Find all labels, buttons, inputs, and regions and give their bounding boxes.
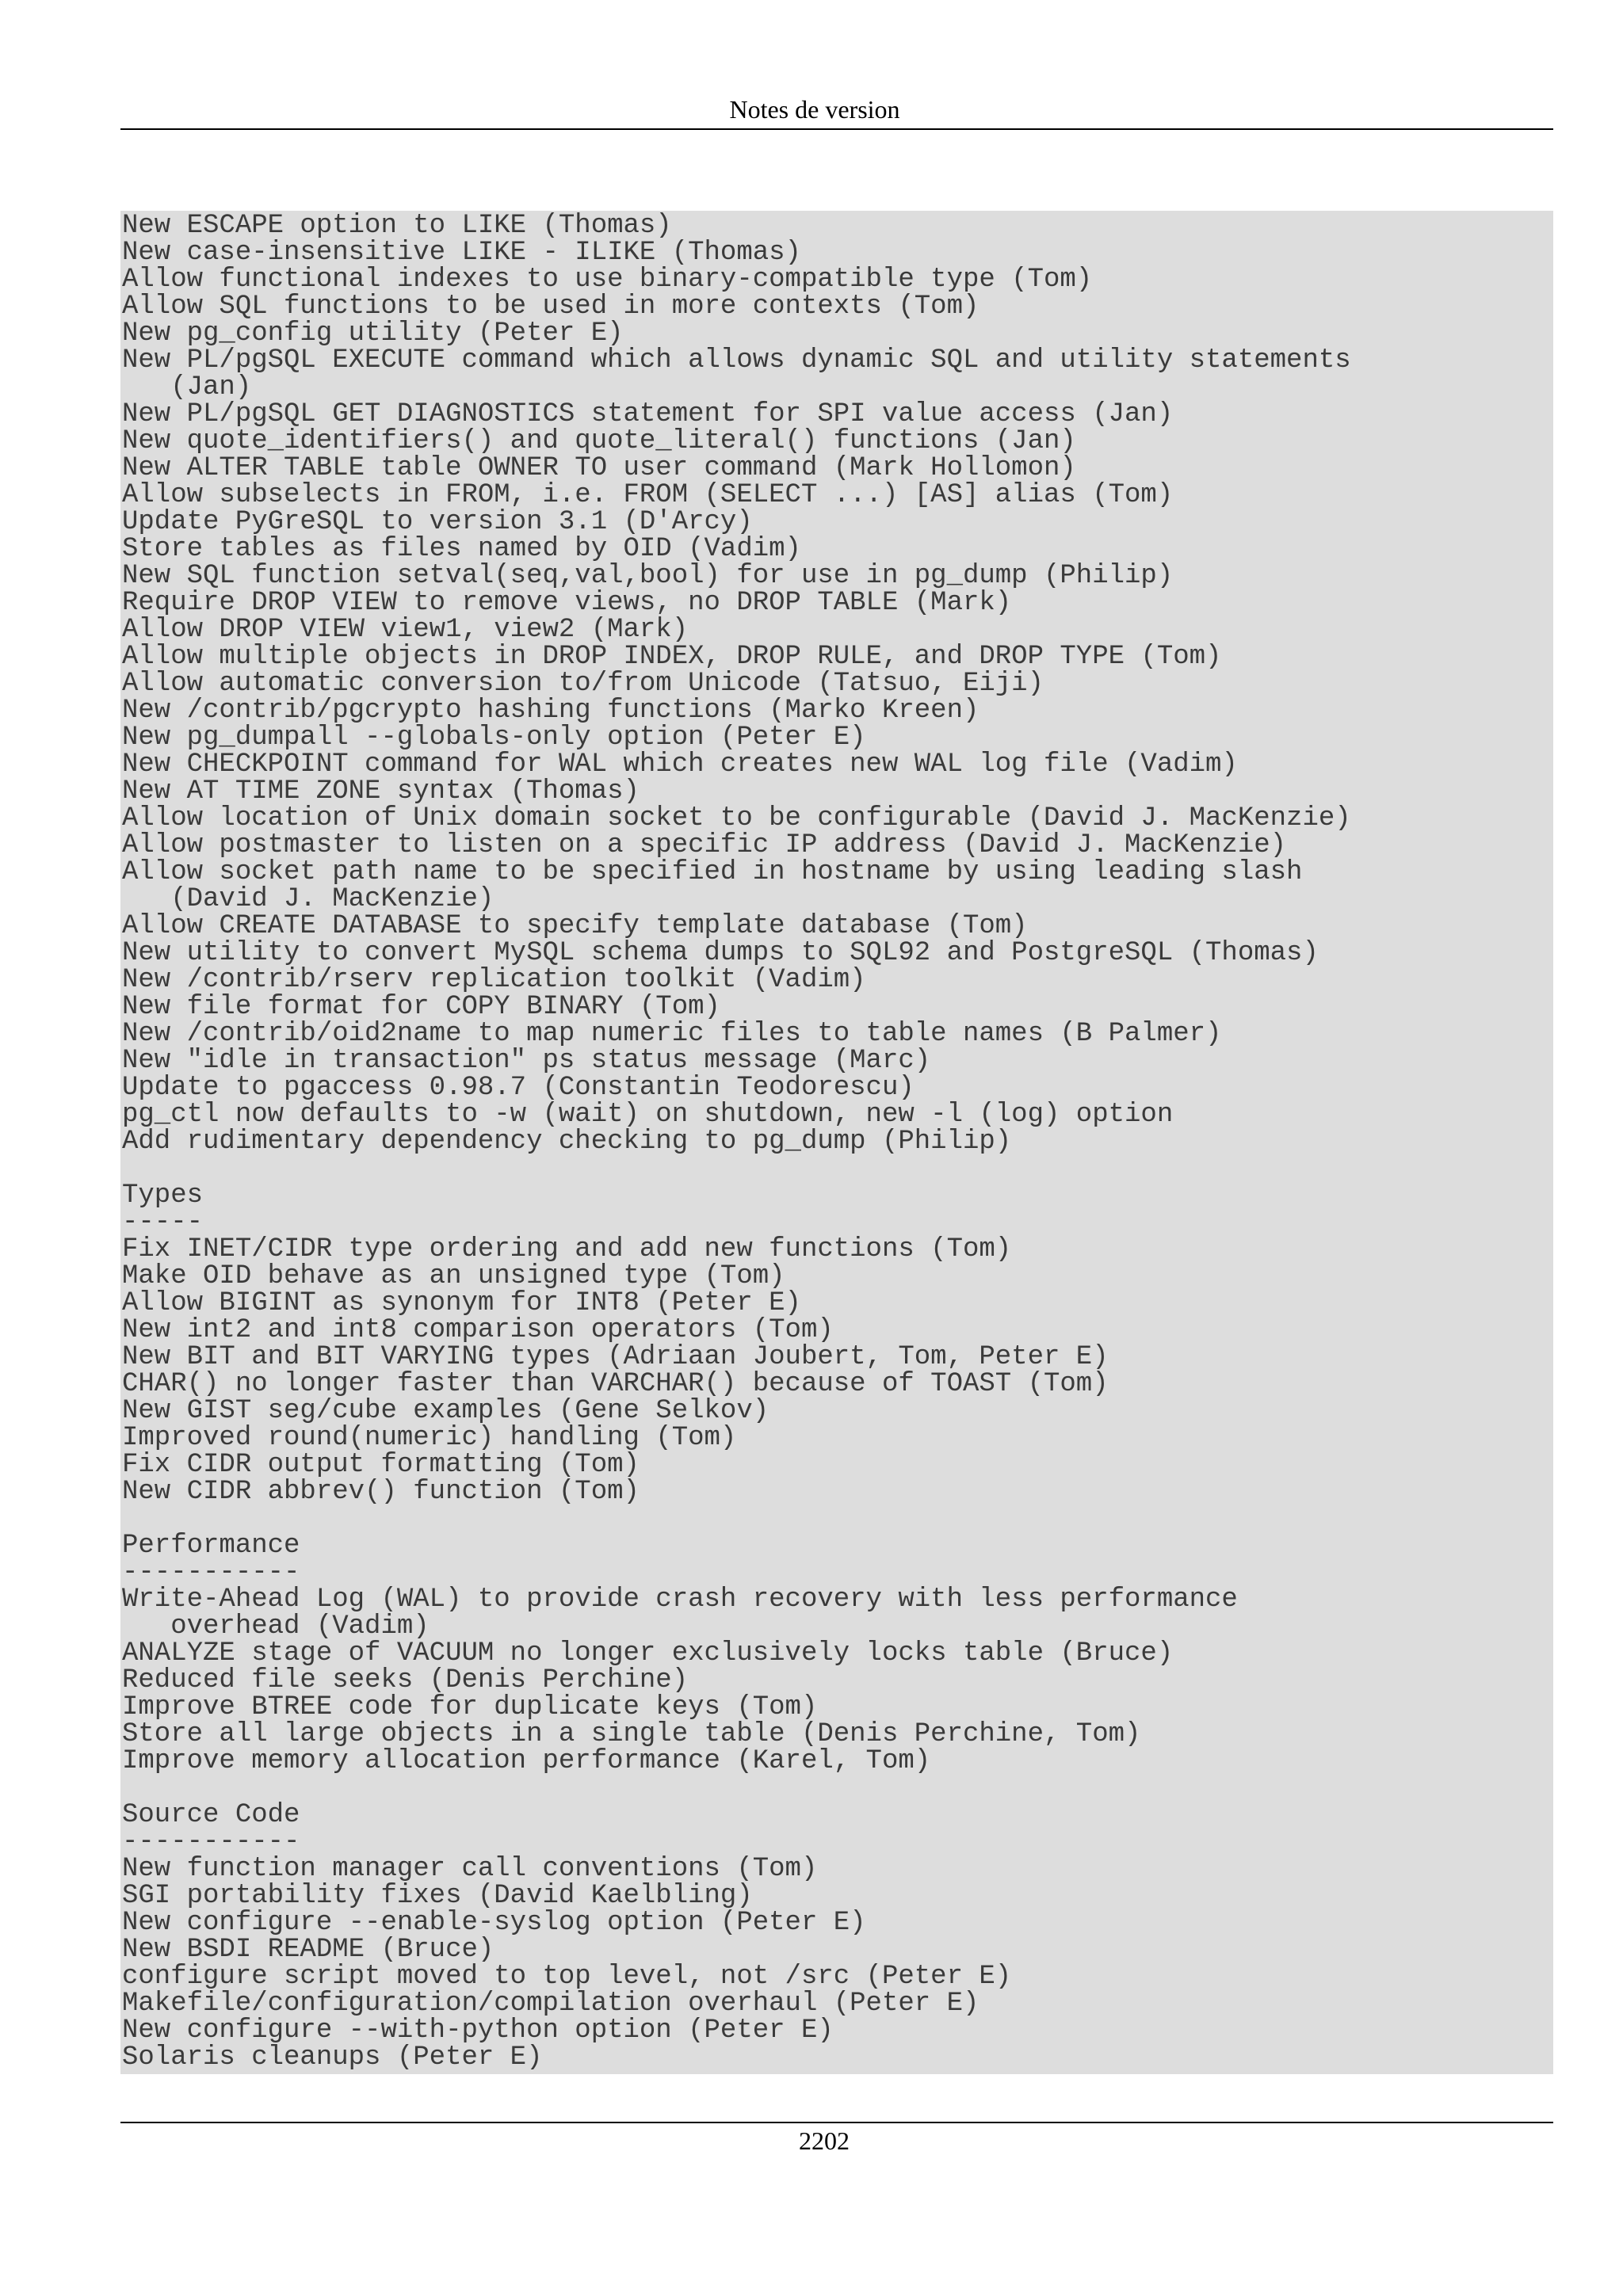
code-line: Improve BTREE code for duplicate keys (Tom) [122,1692,818,1722]
code-line: New "idle in transaction" ps status message (Marc) [122,1046,931,1076]
code-line: (David J. MacKenzie) [122,884,495,914]
code-line: Add rudimentary dependency checking to pg_dump (Philip) [122,1127,1012,1157]
code-line: New AT TIME ZONE syntax (Thomas) [122,776,640,807]
code-line: Update to pgaccess 0.98.7 (Constantin Teodorescu) [122,1073,915,1103]
code-line: New PL/pgSQL GET DIAGNOSTICS statement for SPI value access (Jan) [122,399,1174,429]
code-line: New CIDR abbrev() function (Tom) [122,1477,640,1507]
code-line: New /contrib/oid2name to map numeric files to table names (B Palmer) [122,1019,1222,1049]
code-line: Write-Ahead Log (WAL) to provide crash recovery with less performance [122,1585,1238,1615]
code-line: New configure --enable-syslog option (Peter E) [122,1908,866,1938]
code-line [122,1775,1553,1802]
code-line: Source Code [122,1800,300,1830]
code-line: Store tables as files named by OID (Vadim) [122,534,801,564]
code-line: overhead (Vadim) [122,1611,430,1642]
code-line: Allow CREATE DATABASE to specify template database (Tom) [122,911,1028,941]
code-line: Allow SQL functions to be used in more contexts (Tom) [122,292,980,322]
code-line: Allow subselects in FROM, i.e. FROM (SELECT ...) [AS] alias (Tom) [122,480,1174,510]
page-header-title: Notes de version [729,95,900,124]
code-line: pg_ctl now defaults to -w (wait) on shutdown, new -l (log) option [122,1100,1174,1130]
code-line: CHAR() no longer faster than VARCHAR() because of TOAST (Tom) [122,1369,1109,1399]
code-line: ----- [122,1207,204,1238]
code-line: SGI portability fixes (David Kaelbling) [122,1881,753,1911]
code-line: Allow functional indexes to use binary-compatible type (Tom) [122,265,1093,295]
code-line: New /contrib/rserv replication toolkit (Vadim) [122,965,866,995]
code-line: Improved round(numeric) handling (Tom) [122,1423,737,1453]
code-line: New ESCAPE option to LIKE (Thomas) [122,211,672,241]
code-line: Reduced file seeks (Denis Perchine) [122,1665,689,1695]
code-line: New CHECKPOINT command for WAL which creates new WAL log file (Vadim) [122,749,1238,780]
page-number: 2202 [799,2126,850,2155]
code-line: Require DROP VIEW to remove views, no DROP TABLE (Mark) [122,588,1012,618]
code-line [122,1155,1553,1182]
code-line: Allow DROP VIEW view1, view2 (Mark) [122,615,689,645]
code-line: New quote_identifiers() and quote_literal() functions (Jan) [122,426,1076,456]
code-line: New file format for COPY BINARY (Tom) [122,992,720,1022]
header-rule [120,128,1553,130]
code-line: Allow BIGINT as synonym for INT8 (Peter E) [122,1288,801,1318]
code-line: Allow location of Unix domain socket to be configurable (David J. MacKenzie) [122,803,1351,833]
code-line: New GIST seg/cube examples (Gene Selkov) [122,1396,769,1426]
code-line: Make OID behave as an unsigned type (Tom) [122,1261,785,1291]
code-line: New configure --with-python option (Peter E) [122,2016,834,2046]
code-line: New pg_dumpall --globals-only option (Peter E) [122,723,866,753]
code-line: New SQL function setval(seq,val,bool) for use in pg_dump (Philip) [122,561,1174,591]
code-line: (Jan) [122,372,252,402]
code-line: Solaris cleanups (Peter E) [122,2042,543,2073]
code-line: Allow automatic conversion to/from Unicode (Tatsuo, Eiji) [122,669,1044,699]
code-line: Update PyGreSQL to version 3.1 (D'Arcy) [122,507,753,537]
code-line [122,1505,1553,1532]
code-line: Makefile/configuration/compilation overhaul (Peter E) [122,1989,980,2019]
code-line: Fix CIDR output formatting (Tom) [122,1450,640,1480]
code-line: Allow multiple objects in DROP INDEX, DROP RULE, and DROP TYPE (Tom) [122,642,1222,672]
code-line: Store all large objects in a single table (Denis Perchine, Tom) [122,1719,1141,1749]
footer-rule [120,2122,1553,2123]
code-line: New BSDI README (Bruce) [122,1935,495,1965]
code-line: New BIT and BIT VARYING types (Adriaan Joubert, Tom, Peter E) [122,1342,1109,1372]
code-line: New /contrib/pgcrypto hashing functions (Marko Kreen) [122,696,980,726]
release-notes-code-block [120,211,1553,2074]
code-line: ANALYZE stage of VACUUM no longer exclusively locks table (Bruce) [122,1638,1174,1669]
code-line: New int2 and int8 comparison operators (Tom) [122,1315,834,1345]
code-line: Types [122,1180,204,1211]
code-line: ----------- [122,1827,300,1857]
code-line: Improve memory allocation performance (Karel, Tom) [122,1746,931,1776]
code-line: Fix INET/CIDR type ordering and add new functions (Tom) [122,1234,1012,1264]
code-line: New PL/pgSQL EXECUTE command which allows dynamic SQL and utility statements [122,345,1351,376]
code-line: New function manager call conventions (Tom) [122,1854,818,1884]
code-line: New case-insensitive LIKE - ILIKE (Thomas) [122,238,801,268]
code-line: Allow postmaster to listen on a specific IP address (David J. MacKenzie) [122,830,1287,860]
code-line: configure script moved to top level, not /src (Peter E) [122,1962,1012,1992]
code-line: New pg_config utility (Peter E) [122,318,624,349]
code-line: Performance [122,1531,300,1561]
code-line: ----------- [122,1558,300,1588]
code-line: Allow socket path name to be specified in hostname by using leading slash [122,857,1303,887]
code-line: New utility to convert MySQL schema dumps to SQL92 and PostgreSQL (Thomas) [122,938,1319,968]
code-line: New ALTER TABLE table OWNER TO user command (Mark Hollomon) [122,453,1076,483]
